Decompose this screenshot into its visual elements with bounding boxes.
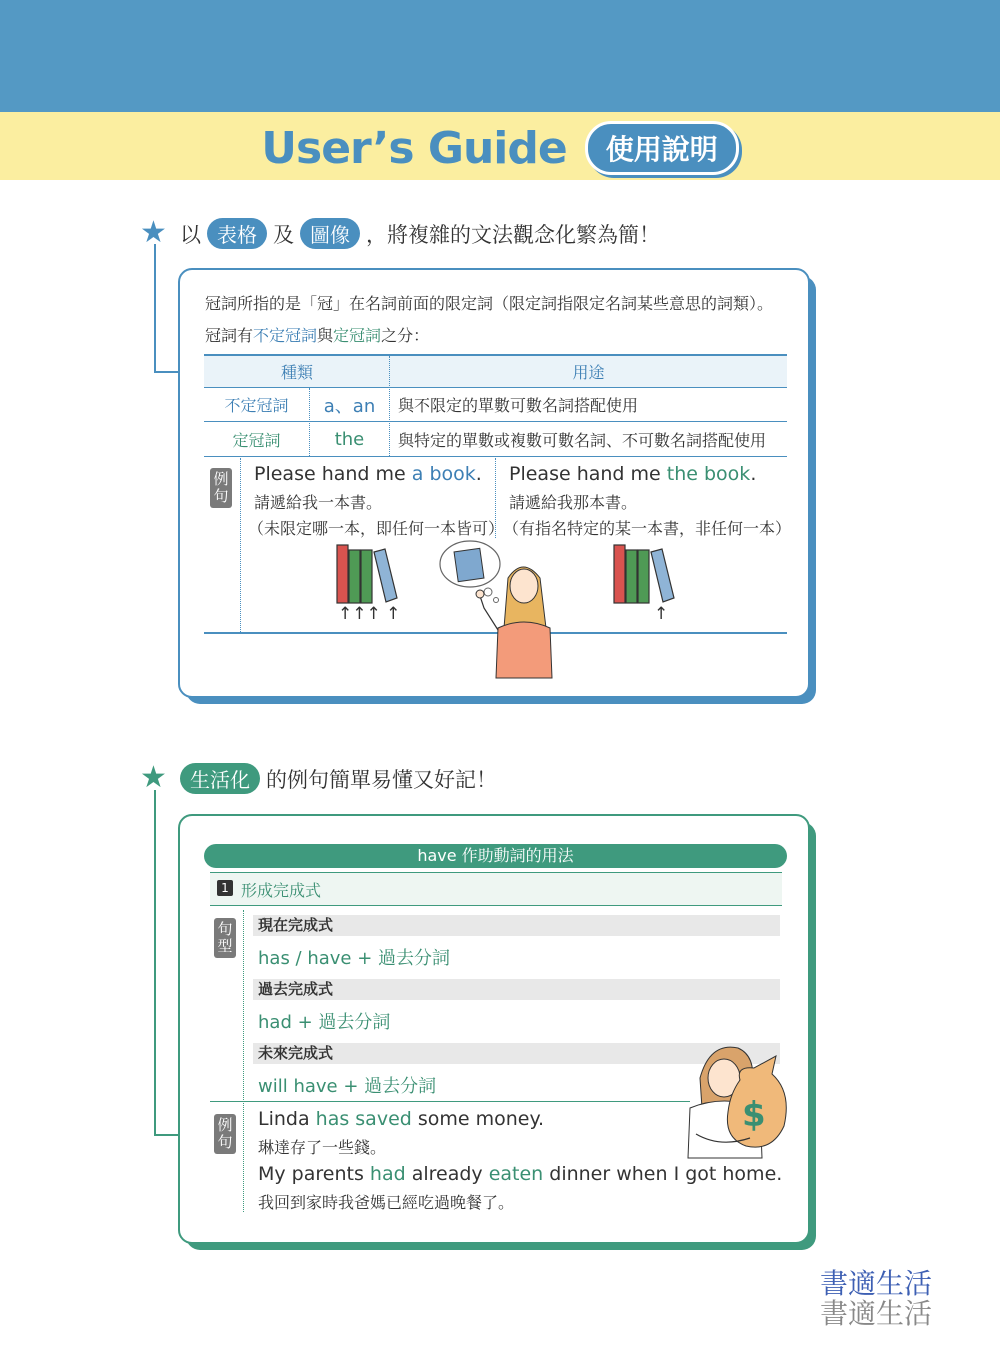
watermark-logo: 書適生活 xyxy=(820,1267,933,1300)
example-label: 例句 xyxy=(210,468,232,508)
pattern-name: 未來完成式 xyxy=(253,1043,780,1064)
table-row-word: a、an xyxy=(323,395,376,417)
intro-line-1: 冠詞所指的是「冠」在名詞前面的限定詞（限定詞指限定名詞某些意思的詞類）。 xyxy=(205,294,774,313)
step-number: 1 xyxy=(217,880,233,896)
svg-text:$: $ xyxy=(742,1095,766,1135)
pattern-formula: had + 過去分詞 xyxy=(258,1012,391,1033)
example-translation: 琳達存了一些錢。 xyxy=(258,1138,387,1157)
heading-text: 的例句簡單易懂又好記！ xyxy=(266,767,497,792)
watermark-logo: 書適生活 xyxy=(820,1297,933,1330)
arrows-indicator: ↑↑↑ ↑ xyxy=(338,604,401,624)
example-note: （未限定哪一本，即任何一本皆可） xyxy=(248,519,505,538)
intro-highlight: 不定冠詞 xyxy=(253,326,318,345)
table-header-use: 用途 xyxy=(572,362,605,382)
pattern-divider xyxy=(243,910,244,1212)
example-text: Please hand me xyxy=(254,463,412,485)
intro-line-2 xyxy=(205,323,429,346)
table-header-type: 種類 xyxy=(280,362,313,382)
star-icon: ★ xyxy=(140,760,167,795)
table-row-use: 與不限定的單數可數名詞搭配使用 xyxy=(398,396,639,415)
connector-line xyxy=(154,244,156,372)
heading-text: ，將複雜的文法觀念化繁為簡！ xyxy=(366,222,660,247)
pattern-formula: will have + 過去分詞 xyxy=(258,1076,437,1097)
example-text: . xyxy=(475,463,482,485)
example-translation: 請遞給我一本書。 xyxy=(254,493,383,512)
example-sentence xyxy=(258,1108,544,1130)
example-highlight: had xyxy=(369,1163,406,1185)
example-sentence xyxy=(258,1163,782,1185)
subheading-title: 形成完成式 xyxy=(241,881,322,900)
tag-daily-life: 生活化 xyxy=(180,763,260,794)
box-title: have 作助動詞的用法 xyxy=(204,844,787,868)
intro-highlight: 定冠詞 xyxy=(333,326,382,345)
example-note: （有指名特定的某一本書，非任何一本） xyxy=(503,519,792,538)
table-row-word: the xyxy=(334,428,365,450)
example-highlight: a book xyxy=(411,463,476,485)
intro-text: 之分： xyxy=(381,326,430,345)
heading-text: 以 xyxy=(180,222,201,247)
example-text: Linda xyxy=(258,1108,316,1130)
heading-text: 及 xyxy=(273,222,294,247)
table-row-type: 定冠詞 xyxy=(232,430,281,450)
girl-thinking-icon xyxy=(438,538,568,680)
arrows-indicator: ↑ xyxy=(654,604,669,624)
example-text: My parents xyxy=(258,1163,370,1185)
example-translation: 我回到家時我爸媽已經吃過晚餐了。 xyxy=(258,1193,515,1212)
pattern-label: 句型 xyxy=(214,918,236,958)
table-rule xyxy=(204,456,787,457)
example-sentence xyxy=(254,463,482,485)
example-highlight: eaten xyxy=(488,1163,544,1185)
section1-heading xyxy=(180,218,660,249)
example-divider xyxy=(240,458,241,632)
page-title xyxy=(0,118,1000,178)
pattern-name: 現在完成式 xyxy=(253,915,780,936)
section2-heading xyxy=(180,763,497,794)
example-highlight: the book xyxy=(666,463,751,485)
example-highlight: has saved xyxy=(315,1108,412,1130)
example-label: 例句 xyxy=(214,1114,236,1154)
books-icon xyxy=(332,540,402,606)
title-english: User’s Guide xyxy=(261,122,567,174)
section-rule xyxy=(210,1101,690,1102)
example-text: some money. xyxy=(411,1108,545,1130)
tag-table: 表格 xyxy=(207,218,267,249)
table-divider xyxy=(389,356,390,456)
pattern-formula: has / have + 過去分詞 xyxy=(258,948,451,969)
intro-text: 與 xyxy=(317,326,334,345)
title-chinese: 使用說明 xyxy=(585,121,739,175)
example-translation: 請遞給我那本書。 xyxy=(509,493,638,512)
intro-text: 冠詞有 xyxy=(205,326,254,345)
example-text: Please hand me xyxy=(509,463,667,485)
star-icon: ★ xyxy=(140,215,167,250)
table-row-type: 不定冠詞 xyxy=(224,396,289,415)
books-icon xyxy=(609,540,679,606)
example-text: already xyxy=(405,1163,489,1185)
example-sentence xyxy=(509,463,756,485)
table-row-use: 與特定的單數或複數可數名詞、不可數名詞搭配使用 xyxy=(398,430,767,450)
example-text: dinner when I got home. xyxy=(543,1163,783,1185)
money-bag-person-icon xyxy=(680,1038,795,1160)
connector-line xyxy=(154,790,156,1135)
pattern-name: 過去完成式 xyxy=(253,979,780,1000)
tag-image: 圖像 xyxy=(300,218,360,249)
header-band xyxy=(0,0,1000,112)
example-text: . xyxy=(750,463,757,485)
